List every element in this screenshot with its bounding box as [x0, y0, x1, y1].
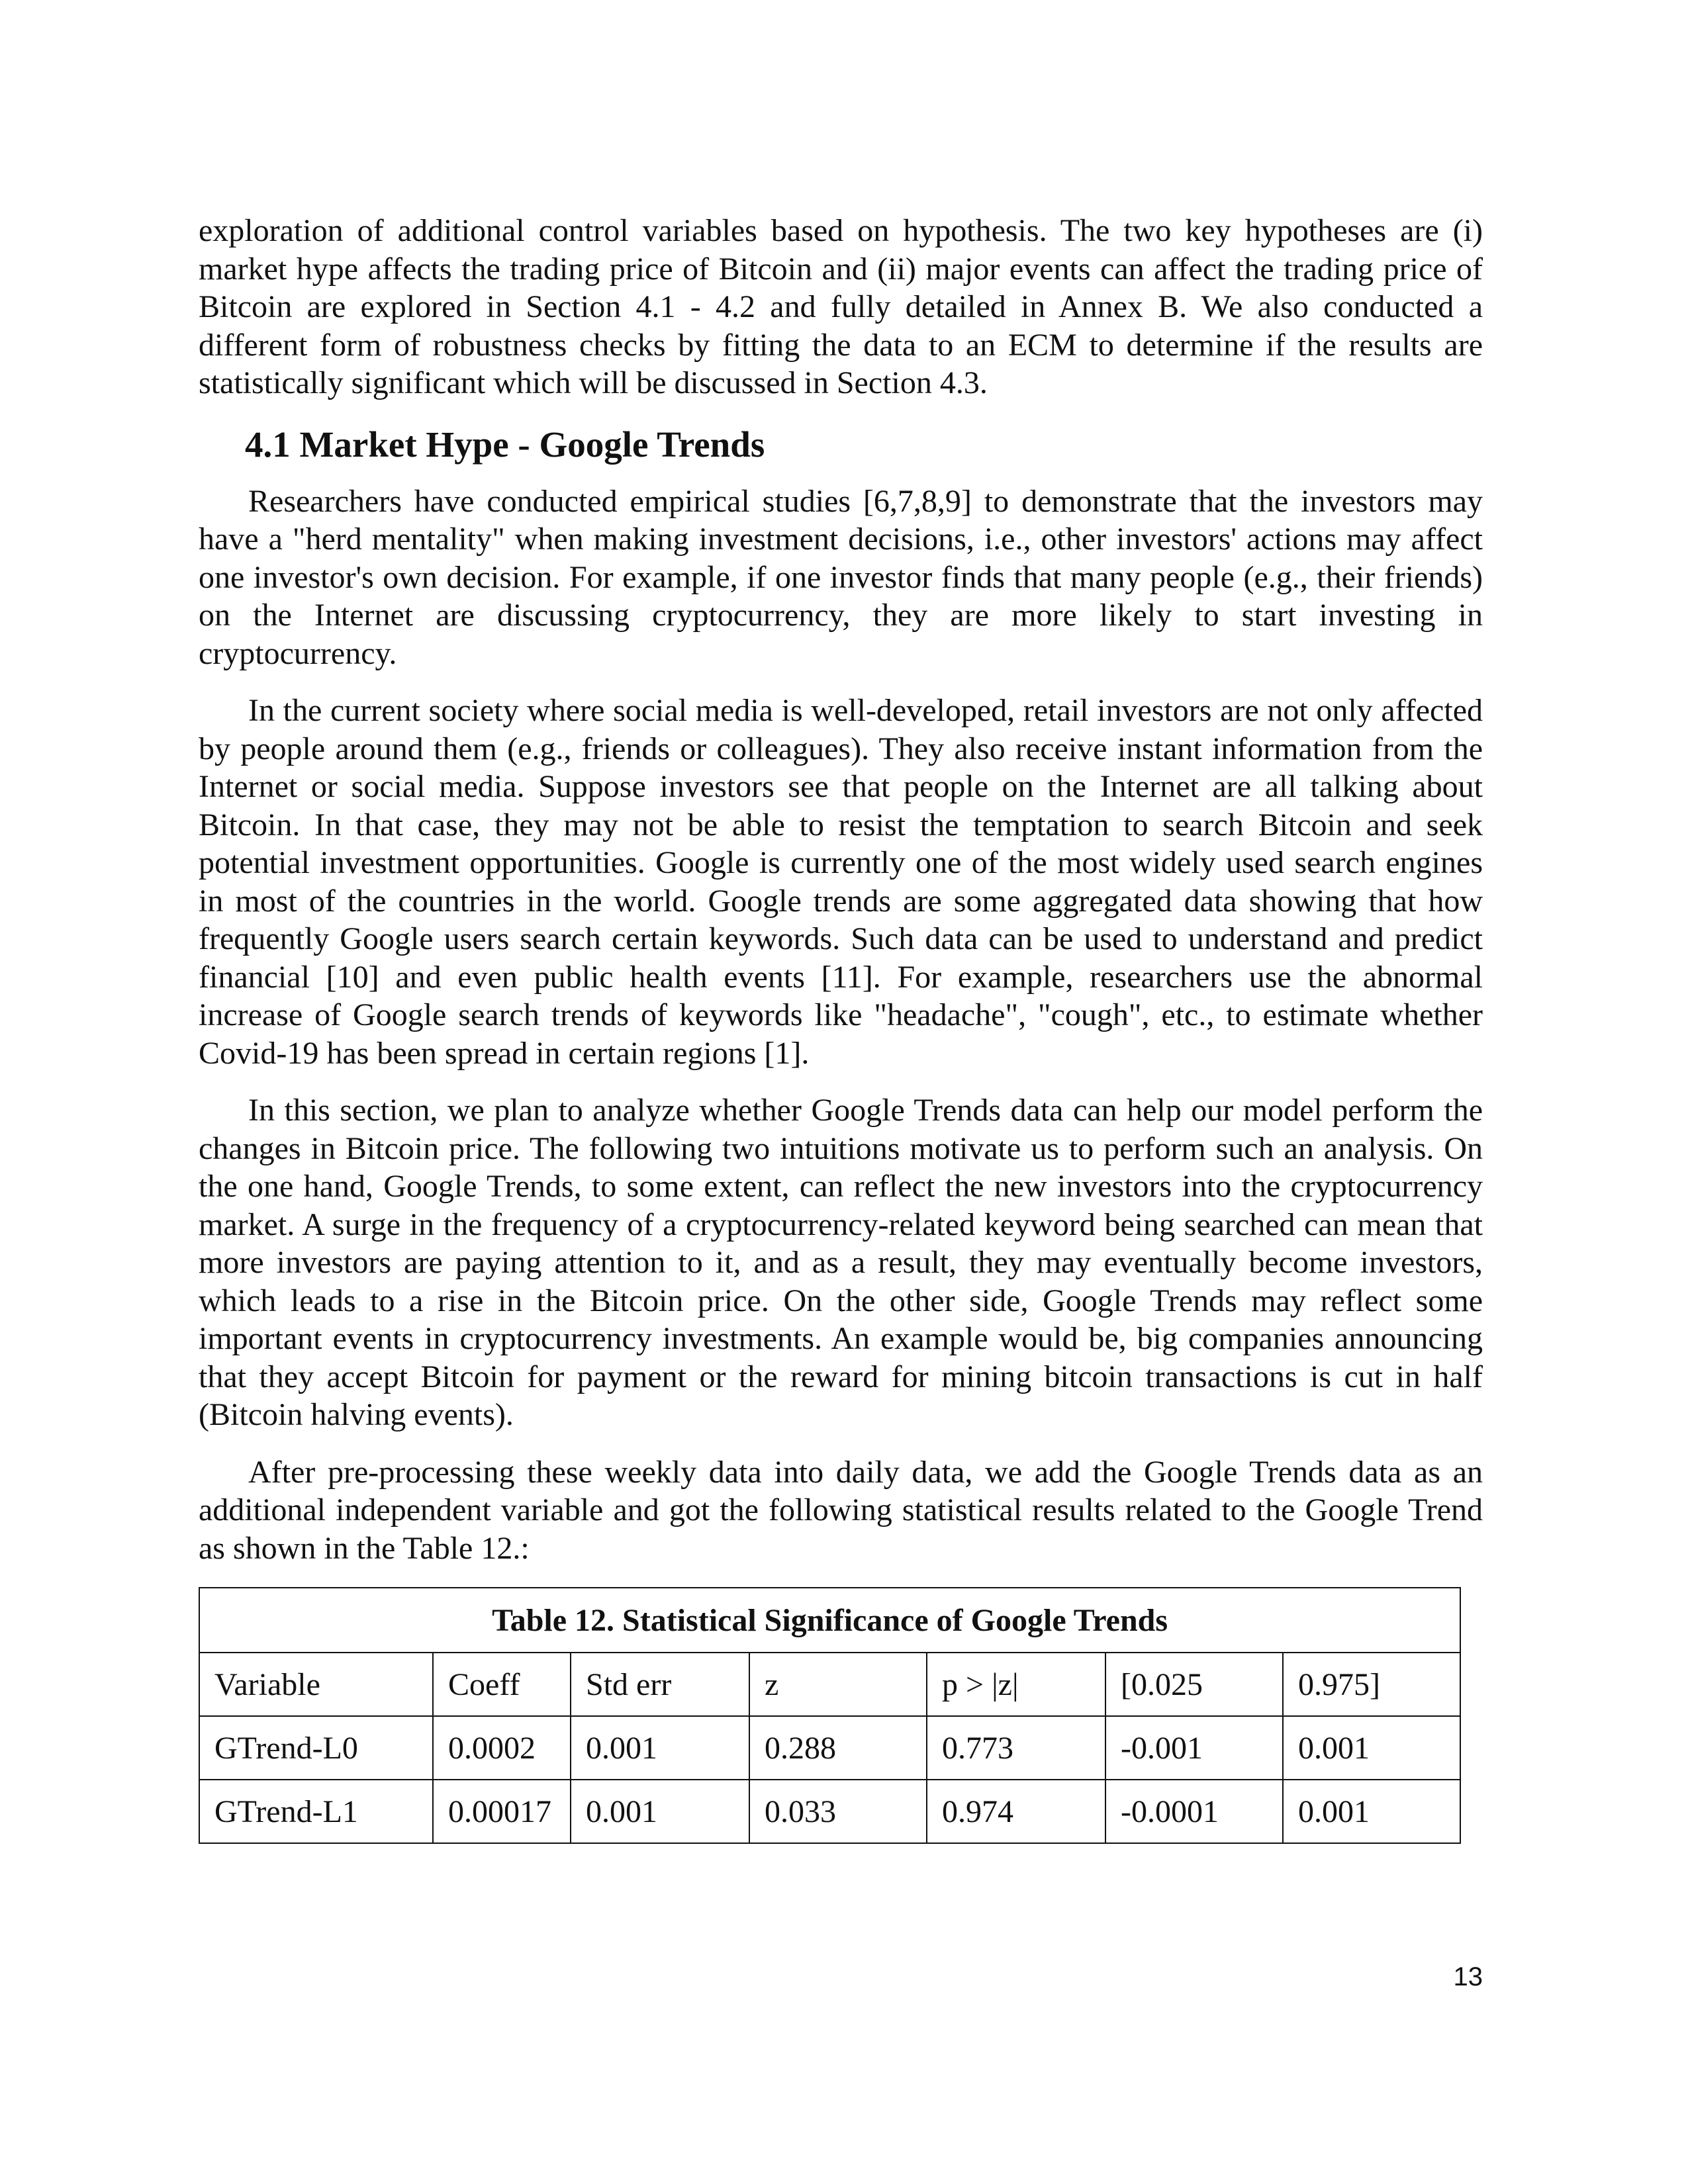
table-cell: 0.0002: [433, 1716, 571, 1780]
table-cell: 0.288: [749, 1716, 927, 1780]
table-cell: GTrend-L1: [199, 1780, 433, 1843]
header-cell: Variable: [199, 1653, 433, 1716]
table-row: [199, 1716, 1460, 1780]
header-cell: p > |z|: [927, 1653, 1105, 1716]
table-row: [199, 1780, 1460, 1843]
paragraph-social-media: In the current society where social media is well-developed, retail investors are not only affected by people around them (e.g., friends or colleagues). They also receive instant information from the Internet or social media. Suppose investors see that people on the Internet are all talking about Bitcoin. In that case, they may not be able to resist the temptation to search Bitcoin and seek potential investment opportunities. Google is currently one of the most widely used search engines in most of the countries in the world. Google trends are some aggregated data showing that how frequently Google users search certain keywords. Such data can be used to understand and predict financial [10] and even public health events [11]. For example, researchers use the abnormal increase of Google search trends of keywords like "headache", "cough", etc., to estimate whether Covid-19 has been spread in certain regions [1].: [199, 693, 1483, 1071]
paragraph-preprocessing: After pre-processing these weekly data into daily data, we add the Google Trends data as an additional independent variable and got the following statistical results related to the Google Trend as shown in the Table 12.:: [199, 1454, 1483, 1566]
section-heading: 4.1 Market Hype - Google Trends: [245, 424, 765, 465]
table-cell: -0.001: [1105, 1716, 1283, 1780]
paragraph-herd-mentality: Researchers have conducted empirical studies [6,7,8,9] to demonstrate that the investors may have a "herd mentality" when making investment decisions, i.e., other investors' actions may affect one investor's own decision. For example, if one investor finds that many people (e.g., their friends) on the Internet are discussing cryptocurrency, they are more likely to start investing in cryptocurrency.: [199, 483, 1483, 671]
table-cell: 0.001: [1283, 1780, 1460, 1843]
header-cell: Coeff: [433, 1653, 571, 1716]
page-content: [199, 212, 1483, 1844]
table-cell: 0.001: [571, 1780, 749, 1843]
table-cell: 0.773: [927, 1716, 1105, 1780]
table-cell: 0.00017: [433, 1780, 571, 1843]
header-cell: z: [749, 1653, 927, 1716]
table-cell: 0.001: [571, 1716, 749, 1780]
table-caption: Table 12. Statistical Significance of Google Trends: [199, 1588, 1460, 1653]
table-header-row: [199, 1653, 1460, 1716]
paragraph-intro: exploration of additional control variables based on hypothesis. The two key hypotheses are (i) market hype affects the trading price of Bitcoin and (ii) major events can affect the trading price of Bitcoin are explored in Section 4.1 - 4.2 and fully detailed in Annex B. We also conducted a different form of robustness checks by fitting the data to an ECM to determine if the results are statistically significant which will be discussed in Section 4.3.: [199, 213, 1483, 400]
header-cell: 0.975]: [1283, 1653, 1460, 1716]
header-cell: Std err: [571, 1653, 749, 1716]
table-container: [199, 1587, 1460, 1844]
page-number: 13: [1453, 1962, 1483, 1991]
table-cell: 0.033: [749, 1780, 927, 1843]
table-cell: GTrend-L0: [199, 1716, 433, 1780]
table-cell: 0.001: [1283, 1716, 1460, 1780]
table-cell: -0.0001: [1105, 1780, 1283, 1843]
paragraph-analysis-plan: In this section, we plan to analyze whether Google Trends data can help our model perform the changes in Bitcoin price. The following two intuitions motivate us to perform such an analysis. On the one hand, Google Trends, to some extent, can reflect the new investors into the cryptocurrency market. A surge in the frequency of a cryptocurrency-related keyword being searched can mean that more investors are paying attention to it, and as a result, they may eventually become investors, which leads to a rise in the Bitcoin price. On the other side, Google Trends may reflect some important events in cryptocurrency investments. An example would be, big companies announcing that they accept Bitcoin for payment or the reward for mining bitcoin transactions is cut in half (Bitcoin halving events).: [199, 1093, 1483, 1432]
table-caption-row: [199, 1588, 1460, 1653]
header-cell: [0.025: [1105, 1653, 1283, 1716]
table-cell: 0.974: [927, 1780, 1105, 1843]
stats-table: [199, 1587, 1461, 1844]
